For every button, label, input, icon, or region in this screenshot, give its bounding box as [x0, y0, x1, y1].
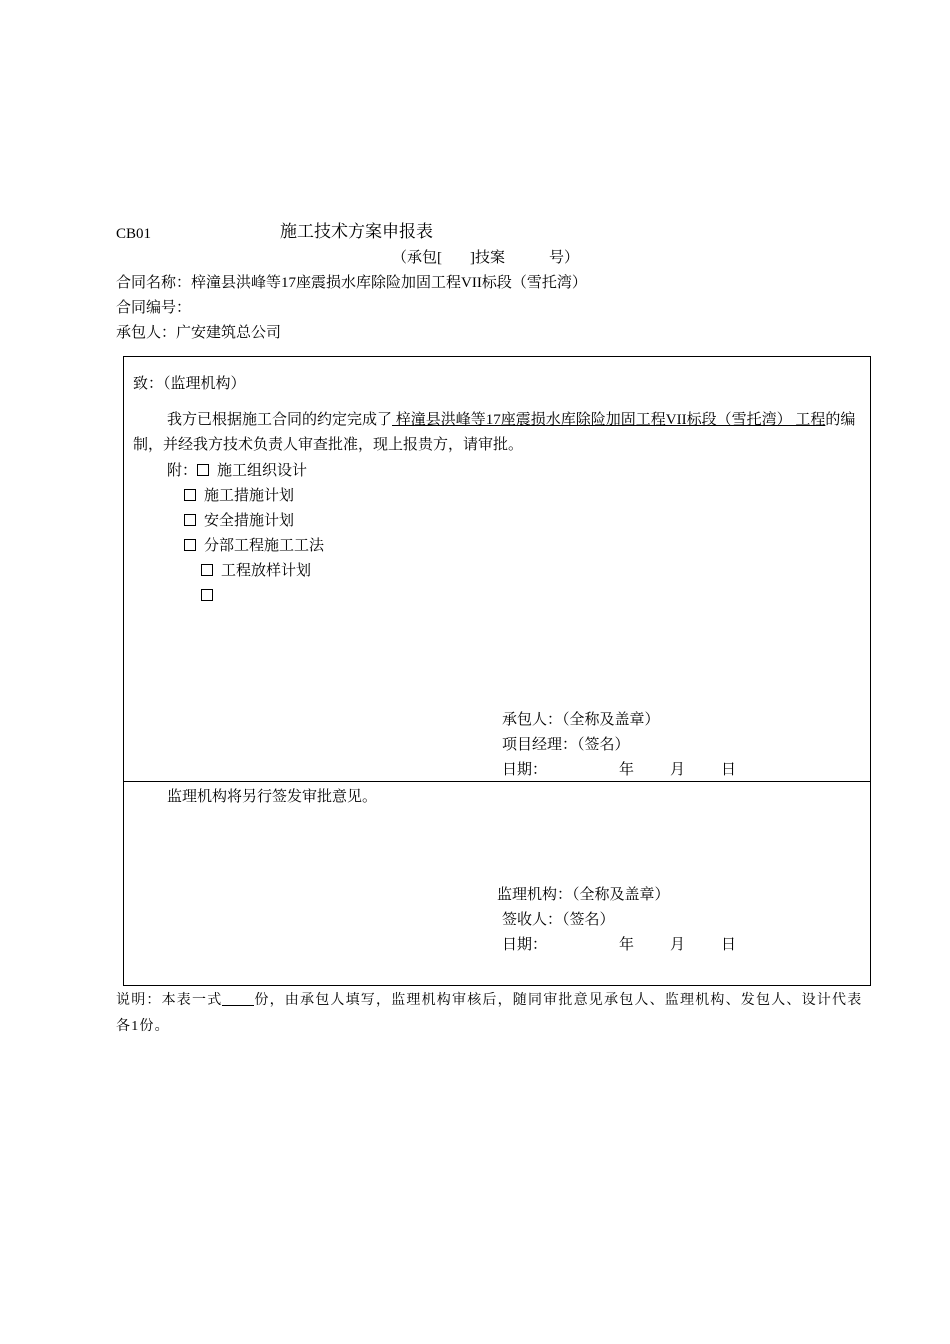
attachment-item: 施工组织设计	[217, 463, 308, 479]
number-suffix: 号）	[549, 250, 580, 266]
project-name: 梓潼县洪峰等17座震损水库除险加固工程VII标段（雪托湾） 工程	[392, 412, 826, 428]
date-label: 日期：	[502, 937, 548, 953]
note-suffix: 份，由承包人填写，监理机构审核后，随同审批意见承包人、监理机构、发包人、设计代表各1份。	[116, 993, 863, 1034]
date-label: 日期：	[502, 762, 548, 778]
form-code: CB01	[116, 226, 152, 242]
contract-number: 合同编号：	[116, 300, 192, 316]
contract-name: 合同名称：梓潼县洪峰等17座震损水库除险加固工程VII标段（雪托湾）	[116, 275, 587, 291]
body-tail: 的编制，并经我方技术负责人审查批准，现上报贵方，请审批。	[133, 412, 856, 453]
checkbox[interactable]	[201, 564, 213, 576]
body-lead: 我方已根据施工合同的约定完成了	[167, 412, 393, 428]
number-mid: ]技案	[470, 250, 505, 266]
supervisor-section	[123, 781, 871, 986]
form-number-line	[392, 248, 579, 268]
receiver-signature: 签收人：（签名）	[502, 912, 615, 928]
attachment-row-4	[184, 536, 324, 556]
project-manager-signature: 项目经理：（签名）	[502, 737, 630, 753]
supervisor-signature: 监理机构：（全称及盖章）	[497, 887, 670, 903]
attachment-item: 安全措施计划	[204, 513, 295, 529]
attachment-item: 施工措施计划	[204, 488, 295, 504]
year-label: 年	[619, 762, 635, 778]
form-note	[116, 988, 876, 1040]
month-label: 月	[670, 762, 686, 778]
attachment-row-2	[184, 486, 294, 506]
attachment-row-6	[201, 586, 221, 606]
addressee: 致：（监理机构）	[133, 376, 246, 392]
checkbox[interactable]	[184, 514, 196, 526]
contractor-signature: 承包人：（全称及盖章）	[502, 712, 660, 728]
checkbox[interactable]	[197, 464, 209, 476]
supervisor-opinion: 监理机构将另行签发审批意见。	[167, 789, 378, 805]
copies-blank[interactable]	[222, 991, 254, 1006]
form-title: 施工技术方案申报表	[280, 222, 433, 242]
attachment-row-3	[184, 511, 294, 531]
attachment-item: 工程放样计划	[221, 563, 312, 579]
checkbox[interactable]	[201, 589, 213, 601]
contractor-name: 承包人：广安建筑总公司	[116, 325, 282, 341]
date-row	[502, 760, 736, 780]
checkbox[interactable]	[184, 539, 196, 551]
month-label: 月	[670, 937, 686, 953]
checkbox[interactable]	[184, 489, 196, 501]
submission-body	[133, 408, 863, 458]
date-row-2	[502, 935, 736, 955]
day-label: 日	[721, 937, 737, 953]
day-label: 日	[721, 762, 737, 778]
number-prefix: （承包[	[392, 250, 442, 266]
note-prefix: 说明：本表一式	[116, 993, 223, 1008]
attachment-item: 分部工程施工工法	[204, 538, 325, 554]
attachment-row-1	[167, 461, 307, 481]
attachment-label: 附：	[167, 463, 198, 479]
year-label: 年	[619, 937, 635, 953]
attachment-row-5	[201, 561, 311, 581]
